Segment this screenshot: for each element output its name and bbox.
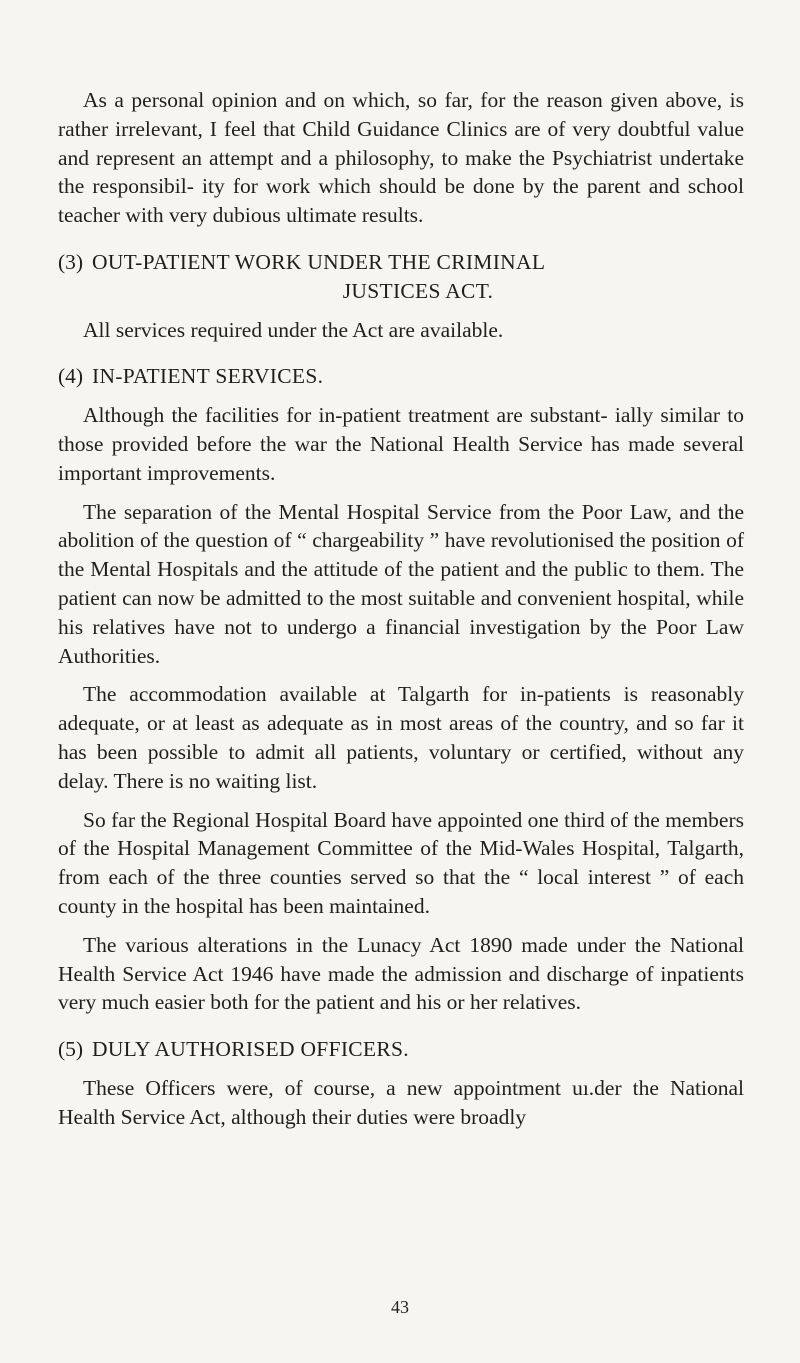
section-4-number: (4) — [58, 364, 84, 389]
section-5-heading-row — [58, 1035, 744, 1064]
section-4-heading-row — [58, 362, 744, 391]
section-4-paragraph-3: The accommodation available at Talgarth for in-patients is reasonably adequate, or at least as adequate as in most areas of the country, and so far it has been possible to admit all patients, voluntary or certified, without any delay. There is no waiting list. — [58, 682, 744, 793]
section-3-heading-row — [58, 248, 744, 277]
section-5-paragraph-1: These Officers were, of course, a new appointment uı.der the National Health Service Act, although their duties were broadly — [58, 1075, 744, 1129]
section-5-heading — [58, 1035, 744, 1064]
section-4-heading — [58, 362, 744, 391]
section-4-paragraph-1: Although the facilities for in-patient treatment are substant- ially similar to those provided before the war the National Health Service has made several important improvements. — [58, 403, 744, 485]
section-5-number: (5) — [58, 1037, 84, 1062]
section-3-title-line-2: JUSTICES ACT. — [342, 278, 494, 303]
section-4-title: IN-PATIENT SERVICES. — [92, 364, 324, 389]
section-5-title: DULY AUTHORISED OFFICERS. — [92, 1037, 409, 1062]
page-number: 43 — [391, 1297, 409, 1317]
section-4-paragraph-5: The various alterations in the Lunacy Act 1890 made under the National Health Service Act 1946 have made the admission and discharge of inpatients very much easier both for the patient and his or her relatives. — [58, 932, 744, 1015]
section-4-paragraph-4: So far the Regional Hospital Board have appointed one third of the members of the Hospital Management Committee of the Mid-Wales Hospital, Talgarth, from each of the three counties served so that the “ local interest ” of each county in the hospital has been maintained. — [58, 807, 744, 918]
section-3-heading — [58, 248, 744, 306]
section-3-paragraph-1: All services required under the Act are available. — [83, 317, 504, 342]
section-3-title-line-1: OUT-PATIENT WORK UNDER THE CRIMINAL — [92, 249, 546, 274]
section-3-number: (3) — [58, 249, 84, 274]
opening-paragraph: As a personal opinion and on which, so far, for the reason given above, is rather irrelevant, I feel that Child Guidance Clinics are of very doubtful value and represent an attempt and a philosophy, to make the Psychiatrist undertake the responsibil- ity for work which should be done by the parent and school teacher with very dubious ultimate results. — [58, 88, 744, 228]
section-4-paragraph-2: The separation of the Mental Hospital Service from the Poor Law, and the abolition of the question of “ chargeability ” have revolutionised the position of the Mental Hospitals and the attitude of the patient and the public to them. The patient can now be admitted to the most suitable and convenient hospital, while his relatives have not to undergo a financial investigation by the Poor Law Authorities. — [58, 499, 744, 668]
